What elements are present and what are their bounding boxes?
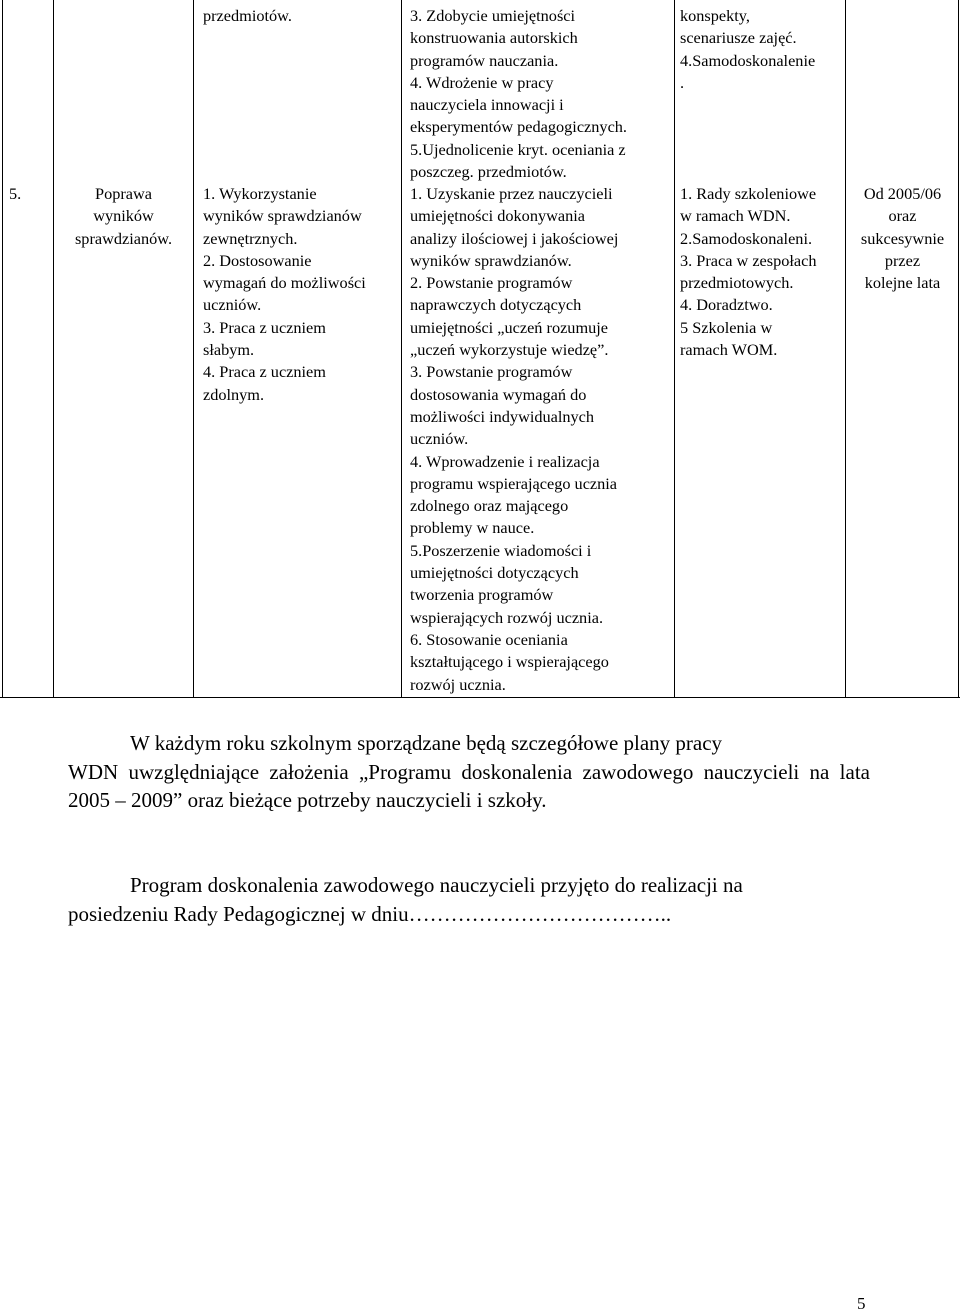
- adoption-paragraph-rest: posiedzeniu Rady Pedagogicznej w dniu………………………………..: [68, 901, 672, 926]
- plans-paragraph-first-line: W każdym roku szkolnym sporządzane będą szczegółowe plany pracy: [130, 731, 723, 755]
- area-cell: Poprawa wyników sprawdzianów.: [74, 184, 173, 248]
- adoption-paragraph-first-line: Program doskonalenia zawodowego nauczycieli przyjęto do realizacji na: [130, 873, 743, 897]
- table-column-divider: [53, 0, 54, 698]
- goals-cell: 1. Uzyskanie przez nauczycieli umiejętności dokonywania analizy ilościowej i jakościowej wyników sprawdzianów. 2. Powstanie programów naprawczych dotyczących umiejętności „uczeń rozumuje „uczeń wykorzystuje wiedzę”. 3. Powstanie programów dostosowania wymagań do możliwości indywidualnych uczniów. 4. Wprowadzenie i realizacja programu wspierającego ucznia zdolnego oraz mającego problemy w nauce. 5.Poszerzenie wiadomości i umiejętności dotyczących tworzenia programów wspierających rozwój ucznia. 6. Stosowanie oceniania kształtującego i wspierającego rozwój ucznia.: [410, 184, 619, 694]
- page-number: 5: [857, 1294, 866, 1313]
- table-column-divider: [193, 0, 194, 698]
- table-border-right: [958, 0, 959, 698]
- table-column-divider: [401, 0, 402, 698]
- table-border-bottom: [0, 697, 960, 698]
- table-column-divider: [674, 0, 675, 698]
- plans-paragraph-rest: WDN uwzględniające założenia „Programu doskonalenia zawodowego nauczycieli na lata 2005 – 2009” oraz bieżące potrzeby nauczycieli i szkoły.: [68, 759, 870, 812]
- plans-paragraph: [68, 729, 870, 815]
- timeline-cell: Od 2005/06 oraz sukcesywnie przez kolejne lata: [860, 184, 945, 293]
- table-column-divider: [845, 0, 846, 698]
- continued-goals-cell: 3. Zdobycie umiejętności konstruowania autorskich programów nauczania. 4. Wdrożenie w pracy nauczyciela innowacji i eksperymentów pedagogicznych. 5.Ujednolicenie kryt. oceniania z poszczeg. przedmiotów.: [410, 6, 628, 182]
- adoption-paragraph: [68, 871, 870, 928]
- tasks-cell: 1. Wykorzystanie wyników sprawdzianów zewnętrznych. 2. Dostosowanie wymagań do możliwości uczniów. 3. Praca z uczniem słabym. 4. Praca z uczniem zdolnym.: [203, 184, 366, 404]
- forms-cell: 1. Rady szkoleniowe w ramach WDN. 2.Samodoskonaleni. 3. Praca w zespołach przedmiotowych. 4. Doradztwo. 5 Szkolenia w ramach WOM.: [680, 184, 817, 360]
- row-number: 5.: [9, 184, 22, 203]
- continued-forms-cell: konspekty, scenariusze zajęć. 4.Samodoskonalenie .: [680, 6, 816, 92]
- table-border-left: [2, 0, 3, 698]
- continued-tasks-cell: przedmiotów.: [203, 6, 292, 25]
